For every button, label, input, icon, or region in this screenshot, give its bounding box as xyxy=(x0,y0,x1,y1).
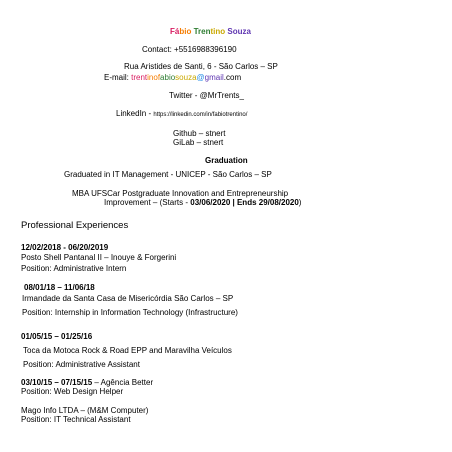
job-position: Position: Internship in Information Technology (Infrastructure) xyxy=(22,308,238,317)
text-run: .com xyxy=(223,73,242,82)
linkedin-url[interactable]: https://linkedin.com/in/fabiotrentino/ xyxy=(153,112,248,118)
text-run: gmail xyxy=(204,73,224,82)
linkedin-label: LinkedIn - xyxy=(116,109,154,118)
job-dates: 03/10/15 – 07/15/15 xyxy=(21,378,93,387)
mba-line-2 xyxy=(104,198,301,208)
text-run: trent xyxy=(131,73,148,82)
text-run: Fá xyxy=(170,27,180,36)
job-dates: 12/02/2018 - 06/20/2019 xyxy=(21,243,109,252)
text-run: Tren xyxy=(193,27,211,36)
email-label: E-mail: xyxy=(104,73,132,82)
job-company: Irmandade da Santa Casa de Misericórdia São Carlos – SP xyxy=(22,294,234,303)
job-position: Position: Web Design Helper xyxy=(21,387,124,396)
experience-title: Professional Experiences xyxy=(21,220,129,231)
job-dates: 08/01/18 – 11/06/18 xyxy=(24,283,95,292)
job-company: Posto Shell Pantanal II – Inouye & Forgerini xyxy=(21,253,177,262)
graduation-degree: Graduated in IT Management - UNICEP - São Carlos – SP xyxy=(64,170,272,179)
text-run: @ xyxy=(196,73,205,82)
job-position: Position: Administrative Intern xyxy=(21,264,127,273)
text-run: abio xyxy=(160,73,176,82)
text-run: bio xyxy=(179,27,194,36)
mba-line-1: MBA UFSCar Postgraduate Innovation and Entrepreneurship xyxy=(72,189,289,198)
mba-end: Ends 29/08/2020 xyxy=(234,198,299,207)
github[interactable]: Github – stnert xyxy=(173,129,226,138)
job-company: Toca da Motoca Rock & Road EPP and Maravilha Veículos xyxy=(23,346,232,355)
graduation-title: Graduation xyxy=(205,156,248,165)
text-run: inof xyxy=(147,73,161,82)
mba-start: 03/06/2020 | xyxy=(190,198,235,207)
job-dates: 01/05/15 – 01/25/16 xyxy=(21,332,93,341)
mba-close: ) xyxy=(298,198,302,207)
contact-phone: Contact: +5516988396190 xyxy=(142,45,237,54)
email xyxy=(104,73,241,83)
gitlab[interactable]: GiLab – stnert xyxy=(173,138,224,147)
linkedin xyxy=(116,109,247,120)
candidate-name xyxy=(170,27,251,37)
text-run: souza xyxy=(175,73,197,82)
mba-prefix: Improvement – (Starts - xyxy=(104,198,191,207)
job-company: Mago Info LTDA – (M&M Computer) xyxy=(21,406,149,415)
text-run: Souza xyxy=(227,27,251,36)
job-position: Position: Administrative Assistant xyxy=(23,360,140,369)
twitter-handle[interactable]: Twitter - @MrTrents_ xyxy=(169,91,244,100)
address: Rua Aristides de Santi, 6 - São Carlos – SP xyxy=(124,62,278,71)
email-address[interactable] xyxy=(131,73,241,82)
text-run: tino xyxy=(210,27,228,36)
job-company: – Agência Better xyxy=(92,378,154,387)
job-position: Position: IT Technical Assistant xyxy=(21,415,131,424)
